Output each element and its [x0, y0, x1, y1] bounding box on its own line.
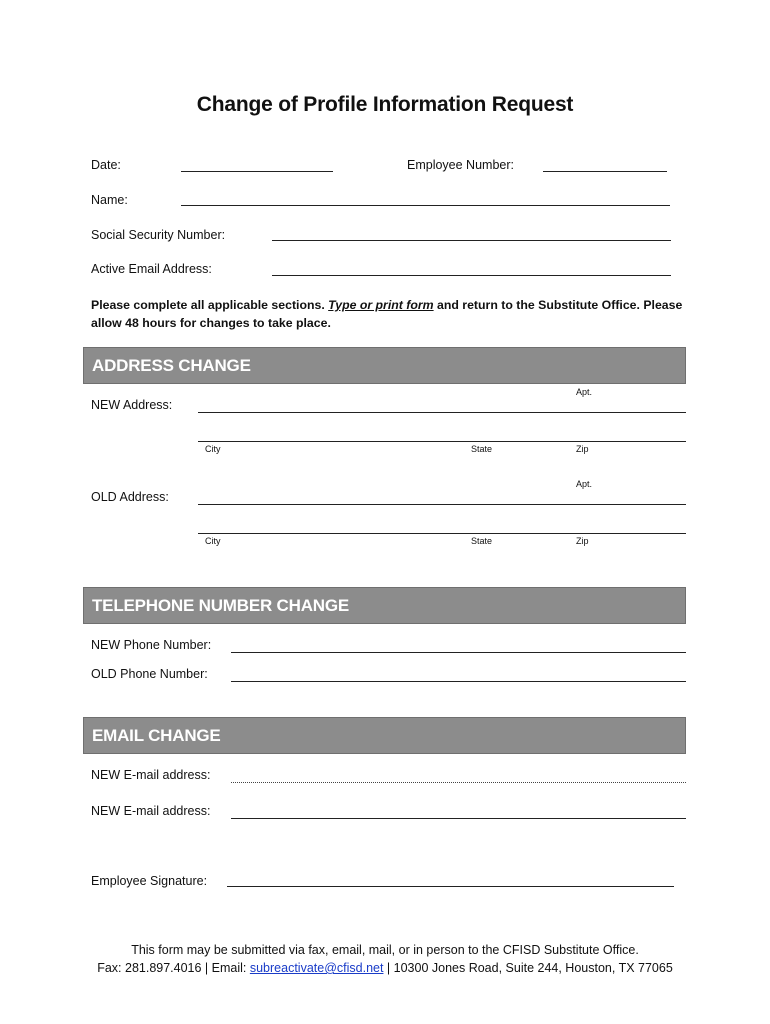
- footer-fax: Fax: 281.897.4016 | Email:: [97, 961, 250, 975]
- ssn-field[interactable]: [272, 240, 671, 241]
- old-zip-label: Zip: [576, 536, 589, 546]
- name-field[interactable]: [181, 205, 670, 206]
- date-field[interactable]: [181, 171, 333, 172]
- ssn-label: Social Security Number:: [91, 228, 226, 242]
- telephone-change-heading: TELEPHONE NUMBER CHANGE: [83, 587, 686, 624]
- old-address-label: OLD Address:: [91, 490, 169, 504]
- old-address-city-field[interactable]: [198, 533, 686, 534]
- footer-address: | 10300 Jones Road, Suite 244, Houston, TX 77065: [383, 961, 673, 975]
- active-email-field[interactable]: [272, 275, 671, 276]
- signature-label: Employee Signature:: [91, 874, 208, 888]
- new-address-label: NEW Address:: [91, 398, 173, 412]
- employee-number-label: Employee Number:: [407, 158, 514, 172]
- old-phone-field[interactable]: [231, 681, 686, 682]
- new-apt-label: Apt.: [576, 387, 593, 397]
- new-phone-label: NEW Phone Number:: [91, 638, 212, 652]
- footer-email-link[interactable]: subreactivate@cfisd.net: [249, 961, 384, 975]
- footer-line-2: [0, 961, 770, 975]
- address-change-heading: ADDRESS CHANGE: [83, 347, 686, 384]
- new-address-city-field[interactable]: [198, 441, 686, 442]
- new-zip-label: Zip: [576, 444, 589, 454]
- new-city-label: City: [205, 444, 221, 454]
- old-phone-label: OLD Phone Number:: [91, 667, 208, 681]
- new-phone-field[interactable]: [231, 652, 686, 653]
- old-apt-label: Apt.: [576, 479, 593, 489]
- new-state-label: State: [471, 444, 493, 454]
- instructions-emphasis: Type or print form: [328, 298, 434, 312]
- instructions: Please complete all applicable sections. Type or print form and return to the Substitute Office. Please allow 48 hours for changes to take place.: [91, 298, 683, 330]
- date-label: Date:: [91, 158, 121, 172]
- old-city-label: City: [205, 536, 221, 546]
- name-label: Name:: [91, 193, 128, 207]
- new-email-label-1: NEW E-mail address:: [91, 768, 211, 782]
- old-address-street-field[interactable]: [198, 504, 686, 505]
- signature-field[interactable]: [227, 886, 674, 887]
- active-email-label: Active Email Address:: [91, 262, 212, 276]
- new-email-field-2[interactable]: [231, 818, 686, 819]
- employee-number-field[interactable]: [543, 171, 667, 172]
- old-state-label: State: [471, 536, 493, 546]
- new-address-street-field[interactable]: [198, 412, 686, 413]
- page-title: Change of Profile Information Request: [196, 93, 574, 116]
- new-email-field-1[interactable]: [231, 782, 686, 783]
- new-email-label-2: NEW E-mail address:: [91, 804, 211, 818]
- email-change-heading: EMAIL CHANGE: [83, 717, 686, 754]
- footer-line-1: This form may be submitted via fax, email, mail, or in person to the CFISD Substitute Office.: [131, 943, 639, 957]
